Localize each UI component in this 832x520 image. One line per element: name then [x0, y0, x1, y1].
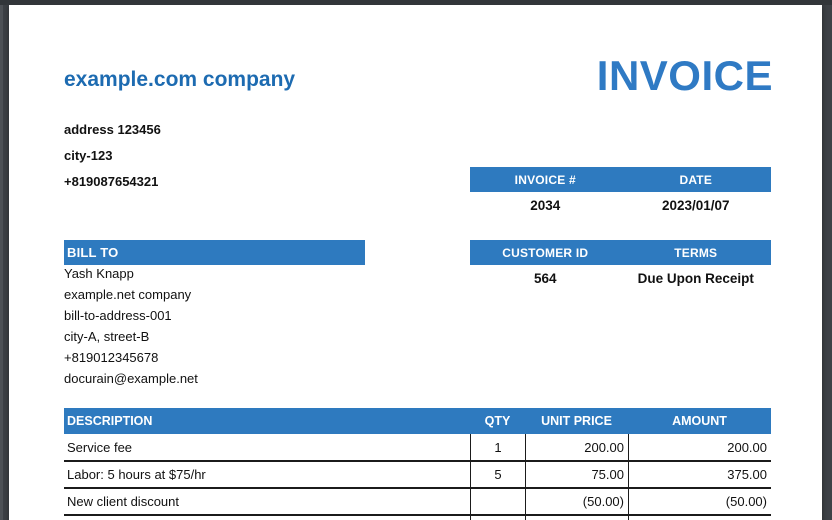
bill-to-email: docurain@example.net	[64, 371, 198, 386]
item-description: Service fee	[67, 439, 133, 455]
bill-to-phone: +819012345678	[64, 350, 159, 365]
item-unit-price: (50.00)	[525, 489, 628, 514]
item-qty	[470, 516, 525, 520]
company-address-line: address 123456	[64, 122, 161, 137]
company-name: example.com company	[64, 68, 296, 91]
terms-value: Due Upon Receipt	[637, 271, 754, 286]
customer-id-label: CUSTOMER ID	[502, 245, 589, 260]
invoice-number-value: 2034	[530, 198, 561, 213]
customer-terms-header-row	[470, 240, 771, 265]
description-column-header: DESCRIPTION	[67, 414, 153, 428]
invoice-number-label: INVOICE #	[514, 172, 576, 187]
date-label: DATE	[679, 172, 713, 187]
item-unit-price: 75.00	[525, 462, 628, 487]
item-description: New client discount	[67, 494, 179, 509]
invoice-title: INVOICE	[596, 52, 773, 99]
item-unit-price: 200.00	[525, 434, 628, 460]
qty-column-header: QTY	[484, 414, 511, 428]
invoice-meta-header-row	[470, 167, 771, 192]
item-description	[64, 516, 470, 520]
bill-to-name: Yash Knapp	[64, 266, 134, 281]
bill-to-header: BILL TO	[64, 240, 365, 265]
bill-to-address: bill-to-address-001	[64, 308, 172, 323]
item-amount	[628, 516, 771, 520]
item-description: Labor: 5 hours at $75/hr	[67, 467, 206, 482]
bill-to-company: example.net company	[64, 287, 192, 302]
item-qty: 1	[470, 434, 525, 460]
date-value: 2023/01/07	[661, 198, 730, 213]
table-row	[64, 434, 771, 462]
invoice-meta-table	[470, 167, 771, 219]
item-qty: 5	[470, 462, 525, 487]
invoice-page	[9, 5, 822, 520]
item-amount: 375.00	[628, 462, 771, 487]
viewer-top-bar	[0, 0, 832, 5]
item-amount: 200.00	[628, 434, 771, 460]
company-phone: +819087654321	[64, 174, 159, 189]
customer-id-value: 564	[533, 271, 557, 286]
line-items-header-row	[64, 408, 771, 434]
bill-to-details	[64, 263, 198, 389]
customer-terms-value-row	[470, 265, 771, 292]
table-row	[64, 489, 771, 516]
bill-to-city: city-A, street-B	[64, 329, 150, 344]
line-items-table	[64, 408, 771, 520]
company-address-line: city-123	[64, 148, 113, 163]
company-address	[64, 117, 161, 195]
customer-terms-table	[470, 240, 771, 292]
item-qty	[470, 489, 525, 514]
item-unit-price	[525, 516, 628, 520]
table-row	[64, 516, 771, 520]
terms-label: TERMS	[674, 245, 718, 260]
amount-column-header: AMOUNT	[672, 414, 727, 428]
invoice-meta-value-row	[470, 192, 771, 219]
viewer-left-edge	[0, 0, 3, 520]
item-amount: (50.00)	[628, 489, 771, 514]
unit-price-column-header: UNIT PRICE	[541, 414, 612, 428]
table-row	[64, 462, 771, 489]
